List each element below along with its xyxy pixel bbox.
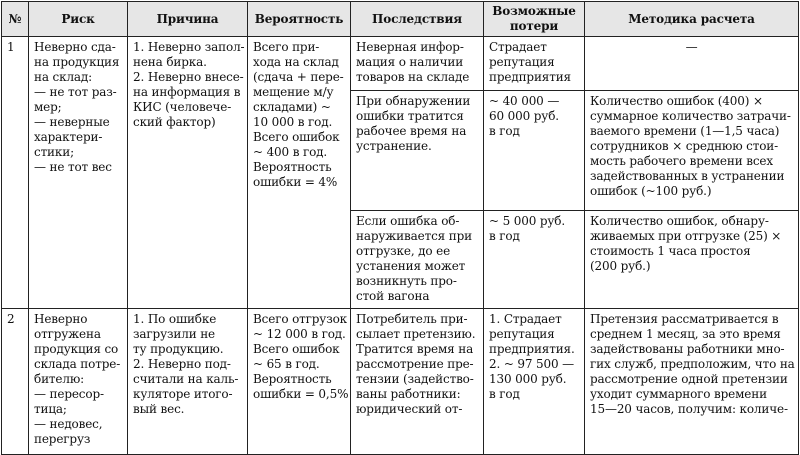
cell-text-line: в год (489, 387, 520, 401)
cell-text-line: 130 000 руб. (489, 372, 567, 386)
col-header-cause: Причина (128, 2, 248, 37)
cell-text-line: 1. Неверно запол- (133, 40, 245, 54)
cell-text-line: товаров на складе (356, 70, 470, 84)
cell-text-line: репутация (489, 327, 555, 341)
cell-text-line: сотрудников × среднюю стои- (590, 139, 779, 153)
cell-text-line: 2. Неверно внесе- (133, 70, 244, 84)
cell-text-line: стой вагона (356, 289, 430, 303)
cell-text-line: — пересор- (34, 387, 104, 401)
col-header-method: Методика расчета (585, 2, 799, 37)
cell-text-line: ~ 5 000 руб. (489, 214, 566, 228)
losses-cell (484, 37, 585, 91)
cell-text-line: рассмотрение пре- (356, 357, 474, 371)
cell-text-line: При обнаружении (356, 94, 471, 108)
cell-text-line: Страдает (489, 40, 547, 54)
method-cell (585, 91, 799, 211)
consequence-cell (351, 37, 484, 91)
cell-text-line: (200 руб.) (590, 259, 651, 273)
cell-text-line: Всего отгрузок (253, 312, 348, 326)
cell-text-line: суммарное количество затрачи- (590, 109, 791, 123)
cell-text-line: предприятия (489, 70, 571, 84)
cell-text-line: — недовес, (34, 417, 103, 431)
cell-text-line: Претензия рассматривается в (590, 312, 779, 326)
cell-text-line: (сдача + пере- (253, 70, 344, 84)
cell-text-line: — неверные (34, 115, 110, 129)
cell-text-line: предприятия. (489, 342, 575, 356)
cell-text-line: на склад: (34, 70, 93, 84)
losses-cell (484, 309, 585, 455)
cell-text-line: ваемого времени (1—1,5 часа) (590, 124, 780, 138)
cell-text-line: складами) ~ (253, 100, 331, 114)
cell-text-line: загрузили не (133, 327, 216, 341)
cell-text-line: считали на каль- (133, 372, 239, 386)
cell-text-line: Всего ошибок (253, 130, 340, 144)
cell-text-line: репутация (489, 55, 555, 69)
cell-text-line: гих служб, предположим, что на (590, 357, 795, 371)
cell-text-line: — не тот раз- (34, 85, 117, 99)
cell-text-line: Неверно сда- (34, 40, 116, 54)
cell-text-line: Неверно (34, 312, 88, 326)
table-row (2, 37, 799, 91)
col-header-risk: Риск (29, 2, 128, 37)
col-header-number: № (2, 2, 29, 37)
cell-text-line: 1. Страдает (489, 312, 562, 326)
cell-text-line: ский фактор) (133, 115, 216, 129)
cell-text-line: мость рабочего времени всех (590, 154, 773, 168)
cell-text-line: мация о наличии (356, 55, 464, 69)
row-number: 1 (2, 37, 29, 309)
col-header-losses: Возможные потери (484, 2, 585, 37)
cell-text-line: стики; (34, 145, 74, 159)
cell-text-line: рабочее время на (356, 124, 467, 138)
cell-text-line: нена бирка. (133, 55, 207, 69)
cell-text-line: ~ 40 000 — (489, 94, 560, 108)
cell-text-line: ~ 65 в год. (253, 357, 320, 371)
consequence-cell (351, 91, 484, 211)
cause-cell (128, 309, 248, 455)
cell-text-line: куляторе итого- (133, 387, 233, 401)
cell-text-line: в год (489, 124, 520, 138)
cell-text-line: Количество ошибок, обнару- (590, 214, 769, 228)
cell-text-line: отгрузке, до ее (356, 244, 451, 258)
cause-cell (128, 37, 248, 309)
probability-cell (248, 37, 351, 309)
losses-cell (484, 211, 585, 309)
table-row (2, 309, 799, 455)
row-number: 2 (2, 309, 29, 455)
cell-text-line: вый вес. (133, 402, 185, 416)
losses-cell (484, 91, 585, 211)
cell-text-line: Всего при- (253, 40, 320, 54)
cell-text-line: — (685, 40, 698, 54)
probability-cell (248, 309, 351, 455)
cell-text-line: продукция со (34, 342, 119, 356)
cell-text-line: задействованы работники мно- (590, 342, 785, 356)
col-header-probability: Вероятность (248, 2, 351, 37)
cell-text-line: ~ 12 000 в год. (253, 327, 346, 341)
cell-text-line: Всего ошибок (253, 342, 340, 356)
cell-text-line: ошибки = 4% (253, 175, 338, 189)
cell-text-line: задействованных в устранении (590, 169, 785, 183)
header-row (2, 2, 799, 37)
cell-text-line: 2. ~ 97 500 — (489, 357, 574, 371)
cell-text-line: склада потре- (34, 357, 121, 371)
cell-text-line: перегруз (34, 432, 91, 446)
cell-text-line: мер; (34, 100, 62, 114)
cell-text-line: хода на склад (253, 55, 339, 69)
cell-text-line: бителю: (34, 372, 85, 386)
cell-text-line: мещение м/у (253, 85, 334, 99)
cell-text-line: в год (489, 229, 520, 243)
cell-text-line: Вероятность (253, 160, 332, 174)
cell-text-line: характери- (34, 130, 103, 144)
risk-cell (29, 37, 128, 309)
cell-text-line: 15—20 часов, получим: количе- (590, 402, 788, 416)
cell-text-line: сылает претензию. (356, 327, 476, 341)
cell-text-line: на информация в (133, 85, 241, 99)
risk-table (1, 1, 799, 455)
method-cell (585, 37, 799, 91)
consequence-cell (351, 309, 484, 455)
cell-text-line: Неверная инфор- (356, 40, 464, 54)
cell-text-line: живаемых при отгрузке (25) × (590, 229, 782, 243)
cell-text-line: Тратится время на (356, 342, 474, 356)
cell-text-line: Потребитель при- (356, 312, 468, 326)
cell-text-line: КИС (человече- (133, 100, 232, 114)
cell-text-line: на продукция (34, 55, 120, 69)
cell-text-line: 10 000 в год. (253, 115, 333, 129)
cell-text-line: среднем 1 месяц, за это время (590, 327, 781, 341)
cell-text-line: тензии (задейство- (356, 372, 474, 386)
method-cell (585, 309, 799, 455)
cell-text-line: — не тот вес (34, 160, 112, 174)
method-cell (585, 211, 799, 309)
cell-text-line: ошибки тратится (356, 109, 464, 123)
cell-text-line: наруживается при (356, 229, 472, 243)
cell-text-line: стоимость 1 часа простоя (590, 244, 751, 258)
cell-text-line: тица; (34, 402, 67, 416)
col-header-consequences: Последствия (351, 2, 484, 37)
cell-text-line: отгружена (34, 327, 101, 341)
cell-text-line: устанения может (356, 259, 466, 273)
cell-text-line: Количество ошибок (400) × (590, 94, 763, 108)
cell-text-line: Вероятность (253, 372, 332, 386)
risk-cell (29, 309, 128, 455)
cell-text-line: возникнуть про- (356, 274, 457, 288)
cell-text-line: ошибок (~100 руб.) (590, 184, 712, 198)
cell-text-line: уходит суммарного времени (590, 387, 767, 401)
cell-text-line: ту продукцию. (133, 342, 224, 356)
cell-text-line: 60 000 руб. (489, 109, 559, 123)
cell-text-line: 2. Неверно под- (133, 357, 231, 371)
cell-text-line: Если ошибка об- (356, 214, 460, 228)
cell-text-line: ошибки = 0,5% (253, 387, 349, 401)
cell-text-line: устранение. (356, 139, 432, 153)
consequence-cell (351, 211, 484, 309)
cell-text-line: рассмотрение одной претензии (590, 372, 788, 386)
cell-text-line: ваны работники: (356, 387, 461, 401)
cell-text-line: 1. По ошибке (133, 312, 217, 326)
cell-text-line: ~ 400 в год. (253, 145, 328, 159)
cell-text-line: юридический от- (356, 402, 463, 416)
